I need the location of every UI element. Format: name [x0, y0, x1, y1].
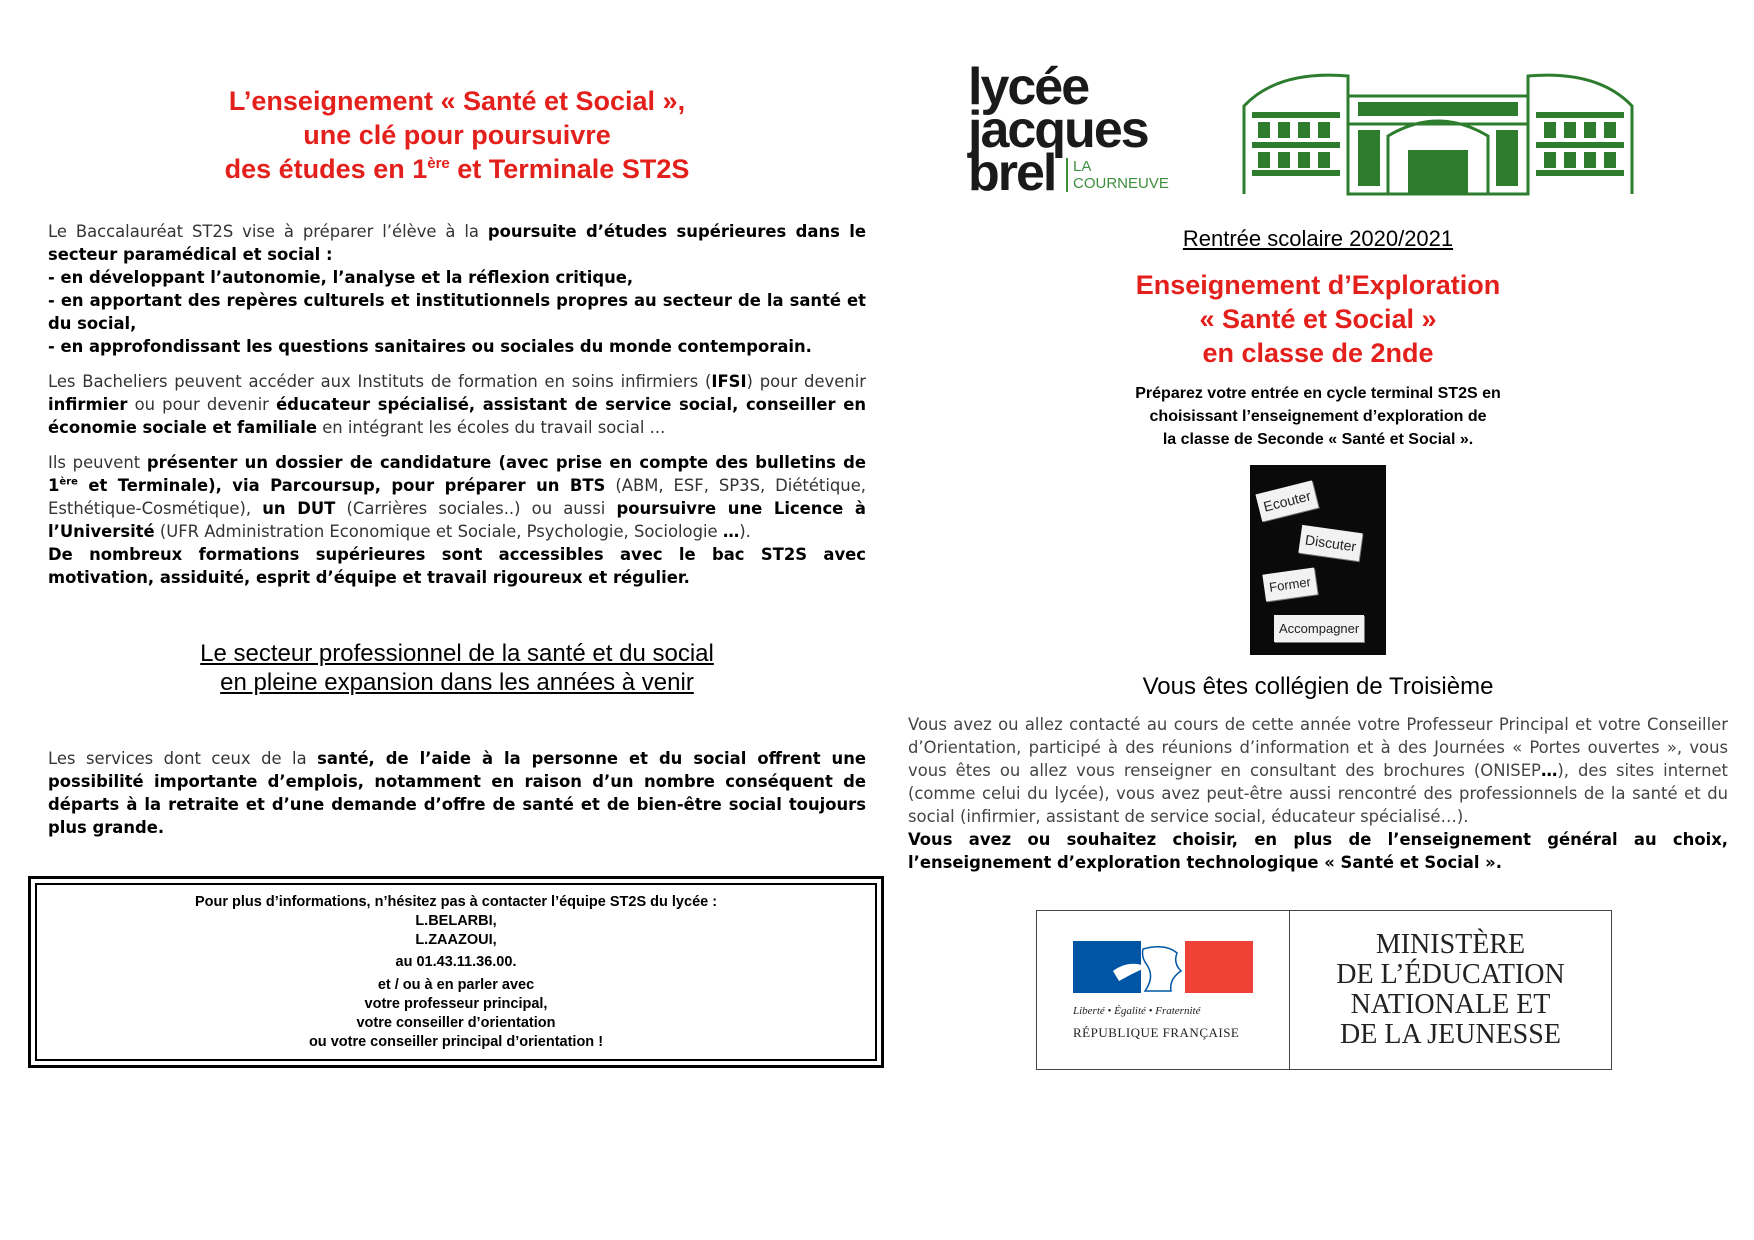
logo-sub-1: LA — [1073, 158, 1092, 175]
p3-bold-6: De nombreux formations supérieures sont accessibles avec le bac ST2S avec motivation, assiduité, esprit d’équipe et travail rigoureux et régulier. — [48, 545, 866, 587]
left-title-line-3a: des études en 1 — [224, 154, 428, 184]
sector-title-line-2: en pleine expansion dans les années à venir — [220, 669, 694, 696]
p2-bold-3: éducateur spécialisé, assistant de service social, conseiller en économie sociale et familiale — [48, 395, 866, 437]
header-logos — [908, 58, 1728, 206]
logo-line-2: jacques — [968, 101, 1148, 159]
p3-bold-3: un DUT — [262, 499, 336, 518]
contact-line-6: votre professeur principal, — [364, 996, 548, 1012]
college-bold-2: Vous avez ou souhaitez choisir, en plus de l’enseignement général au choix, l’enseignement d’exploration technologique « Santé et Social ». — [908, 830, 1728, 872]
contact-line-5: et / ou à en parler avec — [377, 977, 535, 993]
p3-bold-2: et Terminale), via Parcoursup, pour préparer un BTS — [77, 476, 606, 495]
school-year-heading: Rentrée scolaire 2020/2021 — [1182, 226, 1454, 251]
right-title-line-1: Enseignement d’Exploration — [1135, 270, 1501, 300]
contact-line-3: L.ZAAZOUI, — [415, 932, 497, 948]
college-text-1: Vous avez ou allez contacté au cours de cette année votre Professeur Principal et votre Conseiller d’Orientation, participé à des réunions d’information et à des Journées « Portes ouvertes », vous vous êtes ou allez vous renseigner en consultant des brochures (ONISEP — [908, 715, 1728, 780]
school-building-illustration — [1238, 66, 1638, 200]
ministry-name — [1290, 911, 1611, 1069]
bullet-2: - en apportant des repères culturels et institutionnels propres au secteur de la santé et du social, — [48, 291, 866, 333]
p3-bold-4: poursuivre une Licence à l’Université — [48, 499, 866, 541]
right-column — [908, 58, 1728, 1070]
p2-text-4: en intégrant les écoles du travail social ... — [316, 418, 666, 437]
logo-line-3: brel — [968, 144, 1056, 202]
left-title-line-3 — [48, 152, 866, 186]
parcoursup-paragraph — [48, 451, 866, 589]
p4-bold-1: santé, de l’aide à la personne et du social offrent une possibilité importante d’emplois, notamment en raison d’un nombre conséquent de départs à la retraite et d’une demande d’offre de santé et de bien-être social toujours plus grande. — [48, 749, 866, 837]
college-text-2: ), des sites internet (comme celui du lycée), vous avez peut-être aussi rencontré des professionnels de la santé et du social (infirmier, assistant de service social, éducateur spécialisé…). — [908, 761, 1728, 826]
p2-text-2: ) pour devenir — [746, 372, 866, 391]
logo-line-1: lycée — [968, 58, 1089, 116]
bullet-3: - en approfondissant les questions sanitaires ou sociales du monde contemporain. — [48, 337, 812, 356]
contact-line-1: Pour plus d’informations, n’hésitez pas à contacter l’équipe ST2S du lycée : — [194, 894, 718, 910]
ministry-line-3: NATIONALE ET — [1350, 989, 1551, 1020]
p3-sup: ère — [59, 476, 78, 488]
card-accompagner: Accompagner — [1274, 615, 1364, 642]
prepare-line-3: la classe de Seconde « Santé et Social ». — [1162, 431, 1474, 448]
p2-bold-1: IFSI — [711, 372, 747, 391]
left-column — [48, 84, 866, 851]
card-ecouter: Ecouter — [1255, 480, 1318, 521]
college-paragraph — [908, 713, 1728, 874]
ministry-logo — [1036, 910, 1612, 1070]
left-title-line-3b: et Terminale ST2S — [449, 154, 690, 184]
right-title — [908, 268, 1728, 370]
sector-title-line-1: Le secteur professionnel de la santé et du social — [200, 640, 714, 667]
bacheliers-paragraph — [48, 370, 866, 439]
card-discuter: Discuter — [1298, 525, 1363, 561]
p3-bold-1: présenter un dossier de candidature (avec prise en compte des bulletins de 1 — [48, 453, 866, 495]
p2-text-1: Les Bacheliers peuvent accéder aux Instituts de formation en soins infirmiers ( — [48, 372, 712, 391]
right-title-line-3: en classe de 2nde — [1202, 338, 1434, 368]
college-heading: Vous êtes collégien de Troisième — [1142, 673, 1494, 700]
intro-bold: poursuite d’études supérieures dans le secteur paramédical et social : — [48, 222, 866, 264]
left-title — [48, 84, 866, 186]
left-title-line-2: une clé pour poursuivre — [303, 120, 611, 150]
contact-box — [28, 876, 884, 1068]
word-cards-image — [1250, 465, 1386, 655]
contact-phone: au 01.43.11.36.00. — [395, 954, 517, 970]
intro-paragraph — [48, 220, 866, 358]
intro-text: Le Baccalauréat ST2S vise à préparer l’élève à la — [48, 222, 488, 241]
services-paragraph — [48, 747, 866, 839]
p3-text-4: (UFR Administration Economique et Sociale, Psychologie, Sociologie — [154, 522, 723, 541]
republique-francaise: RÉPUBLIQUE FRANÇAISE — [1073, 1025, 1240, 1040]
ministry-line-4: DE LA JEUNESSE — [1340, 1019, 1561, 1050]
prepare-line-1: Préparez votre entrée en cycle terminal ST2S en — [1135, 385, 1501, 402]
marianne-icon — [1073, 941, 1253, 1001]
marianne-block — [1037, 911, 1290, 1069]
p3-bold-5: … — [722, 522, 740, 541]
p3-text-2: (ABM, ESF, SP3S, Diététique, Esthétique-Cosmétique), — [48, 476, 866, 518]
p2-text-3: ou pour devenir — [127, 395, 277, 414]
republic-motto: Liberté • Égalité • Fraternité — [1073, 1005, 1201, 1017]
right-title-line-2: « Santé et Social » — [1199, 304, 1437, 334]
ministry-line-1: MINISTÈRE — [1375, 929, 1526, 960]
sector-section-title — [48, 639, 866, 697]
contact-line-8: ou votre conseiller principal d’orientation ! — [308, 1034, 604, 1050]
p3-text-3: (Carrières sociales..) ou aussi — [335, 499, 617, 518]
contact-line-7: votre conseiller d’orientation — [356, 1015, 556, 1031]
p3-text-1: Ils peuvent — [48, 453, 147, 472]
left-title-line-1: L’enseignement « Santé et Social », — [228, 86, 686, 116]
logo-sub-2: COURNEUVE — [1073, 175, 1169, 192]
bullet-1: - en développant l’autonomie, l’analyse et la réflexion critique, — [48, 268, 634, 287]
prepare-line-2: choisissant l’enseignement d’exploration de — [1149, 408, 1487, 425]
logo-subtitle — [1066, 158, 1169, 192]
left-title-sup: ère — [427, 155, 450, 172]
card-former: Former — [1262, 568, 1317, 602]
ministry-line-2: DE L’ÉDUCATION — [1336, 959, 1565, 990]
prepare-text — [908, 382, 1728, 451]
contact-line-2: L.BELARBI, — [415, 913, 497, 929]
p3-text-5: ). — [739, 522, 751, 541]
college-bold-1: … — [1540, 761, 1558, 780]
p2-bold-2: infirmier — [48, 395, 128, 414]
p4-text-1: Les services dont ceux de la — [48, 749, 318, 768]
contact-box-inner — [35, 883, 877, 1061]
